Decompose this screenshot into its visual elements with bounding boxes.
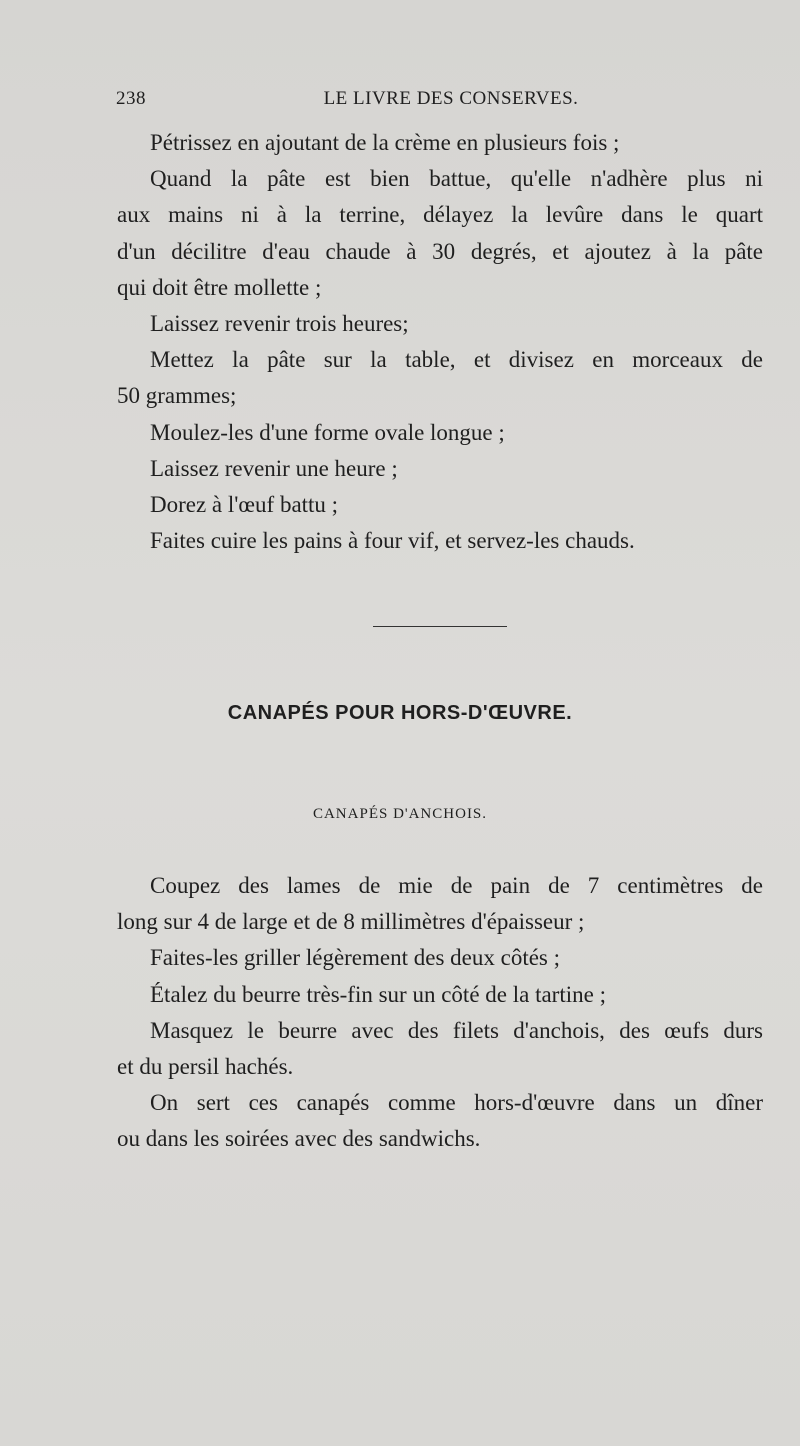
text-line: Laissez revenir trois heures; — [150, 310, 409, 336]
text-line: 50 grammes; — [117, 383, 237, 409]
text-line: Mettez la pâte sur la table, et divisez en morceaux de — [150, 347, 763, 373]
running-title: LE LIVRE DES CONSERVES. — [323, 88, 579, 109]
text-line: Faites-les griller légèrement des deux côtés ; — [150, 945, 561, 971]
section-title: CANAPÉS POUR HORS-D'ŒUVRE. — [227, 702, 573, 724]
text-line: Quand la pâte est bien battue, qu'elle n'adhère plus ni — [150, 166, 763, 192]
text-line: qui doit être mollette ; — [117, 274, 322, 300]
text-line: long sur 4 de large et de 8 millimètres d'épaisseur ; — [117, 909, 585, 935]
text-line: Moulez-les d'une forme ovale longue ; — [150, 419, 505, 445]
text-line: Coupez des lames de mie de pain de 7 centimètres de — [150, 873, 763, 898]
text-line: Laissez revenir une heure ; — [150, 455, 398, 481]
anchovy-recipe-text — [117, 868, 763, 1158]
running-head — [116, 88, 756, 116]
text-line: Faites cuire les pains à four vif, et servez-les chauds. — [150, 528, 635, 554]
text-line: d'un décilitre d'eau chaude à 30 degrés, et ajoutez à la pâte — [117, 238, 763, 264]
page-number: 238 — [116, 88, 146, 109]
text-line: Dorez à l'œuf battu ; — [150, 491, 339, 517]
text-line: Pétrissez en ajoutant de la crème en plusieurs fois ; — [150, 130, 620, 155]
section-divider — [373, 626, 507, 627]
text-line: ou dans les soirées avec des sandwichs. — [117, 1126, 481, 1152]
text-line: aux mains ni à la terrine, délayez la levûre dans le quart — [117, 202, 763, 228]
recipe-continued-text — [117, 125, 763, 559]
text-line: Masquez le beurre avec des filets d'anchois, des œufs durs — [150, 1017, 763, 1043]
text-line: Étalez du beurre très-fin sur un côté de la tartine ; — [150, 981, 606, 1007]
text-line: On sert ces canapés comme hors-d'œuvre dans un dîner — [150, 1090, 763, 1116]
subsection-title: CANAPÉS D'ANCHOIS. — [312, 806, 488, 822]
text-line: et du persil hachés. — [117, 1053, 294, 1079]
